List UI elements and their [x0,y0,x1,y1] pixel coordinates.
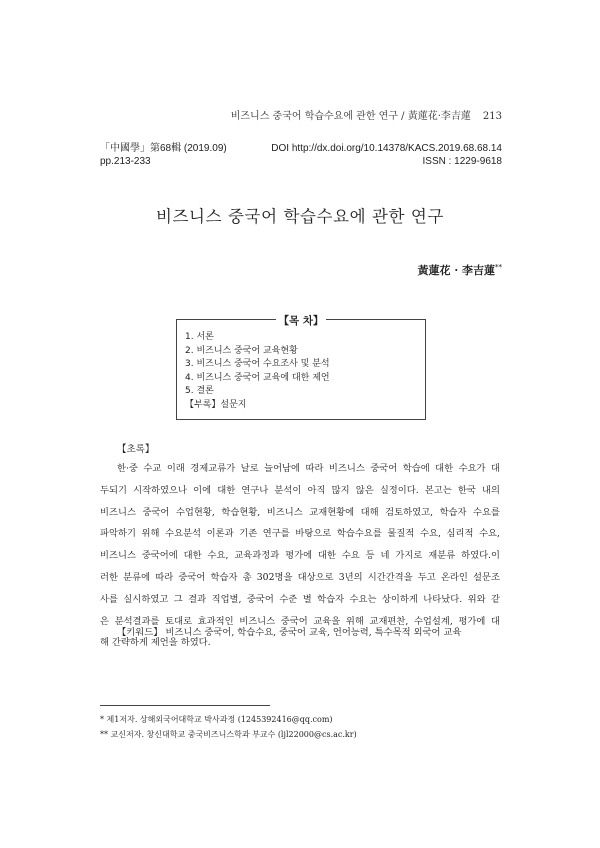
abstract-line: 비즈니스 중국어 수업현황, 학습현황, 비즈니스 교재현황에 대해 검토하였고, 학습자 수요를 [100,506,500,518]
footnote-first-author: * 제1저자. 상해외국어대학교 박사과정 (1245392416@qq.com) [100,715,333,724]
toc-heading: 【목 차】 [177,313,425,328]
footnotes [100,712,357,742]
journal-name-issue: 「中國學」第68輯 (2019.09) [100,143,227,154]
abstract-line: 은 분석결과를 토대로 효과적인 비즈니스 중국어 교육을 위해 교재편찬, 수업설계, 평가에 대 [100,615,500,627]
abstract-line: 비즈니스 중국어에 대한 수요, 교육과정과 평가에 대한 수요 등 네 가지로 재분류 하였다.이 [100,550,500,562]
footnote-corresponding-author: ** 교신저자. 창신대학교 중국비즈니스학과 부교수 (ljl22000@cs.ac.kr) [100,730,357,739]
toc-item: 5. 결론 [185,386,214,396]
journal-info [100,142,227,168]
doi-link[interactable]: DOI http://dx.doi.org/10.14378/KACS.2019.68.68.14 [271,143,502,154]
abstract-line: 러한 분류에 따라 중국어 학습자 총 302명을 대상으로 3년의 시간간격을 두고 온라인 설문조 [100,571,500,583]
abstract-line: 해 간략하게 제언을 하였다. [100,637,211,649]
journal-identifiers [271,142,502,168]
journal-pages: pp.213-233 [100,156,151,167]
author-footnote-mark: ** [495,263,502,272]
authors [418,262,503,278]
toc-item: 2. 비즈니스 중국어 교육현황 [185,345,298,356]
toc-item: 3. 비즈니스 중국어 수요조사 및 분석 [185,359,330,369]
keywords-label: 【키워드】 [117,627,163,638]
issn: ISSN : 1229-9618 [422,156,502,167]
author-names: 黃蓮花 · 李吉蓮 [417,264,495,277]
keywords-text: 비즈니스 중국어, 학습수요, 중국어 교육, 언어능력, 특수목적 외국어 교육 [165,627,462,638]
abstract-line: 사를 실시하였고 그 결과 직업별, 중국어 수준 별 학습자 수요는 상이하게 나타났다. 위와 같 [100,593,500,605]
paper-title: 비즈니스 중국어 학습수요에 관한 연구 [155,207,444,226]
abstract-line: 한·중 수교 이래 경제교류가 날로 늘어남에 따라 비즈니스 중국어 학습에 대한 수요가 대 [117,463,500,474]
toc-item: 1. 서론 [185,332,214,342]
abstract-label: 【초록】 [117,444,155,455]
running-header [100,107,502,122]
footnote-divider [100,705,270,706]
toc-item: 4. 비즈니스 중국어 교육에 대한 제언 [185,372,330,383]
page-number: 213 [482,111,502,122]
toc-list [185,331,330,412]
abstract-line: 파악하기 위해 수요분석 이론과 기존 연구를 바탕으로 학습수요를 물질적 수요, 심리적 수요, [100,528,500,540]
toc-item: 【부록】설문지 [185,399,247,410]
abstract-line: 두되기 시작하였으나 이에 대한 연구나 분석이 아직 많지 않은 실정이다. 본고는 한국 내의 [100,484,500,496]
table-of-contents [176,315,426,420]
running-header-text: 비즈니스 중국어 학습수요에 관한 연구 / 黃蓮花·李吉蓮 [230,111,471,122]
keywords [117,624,461,638]
